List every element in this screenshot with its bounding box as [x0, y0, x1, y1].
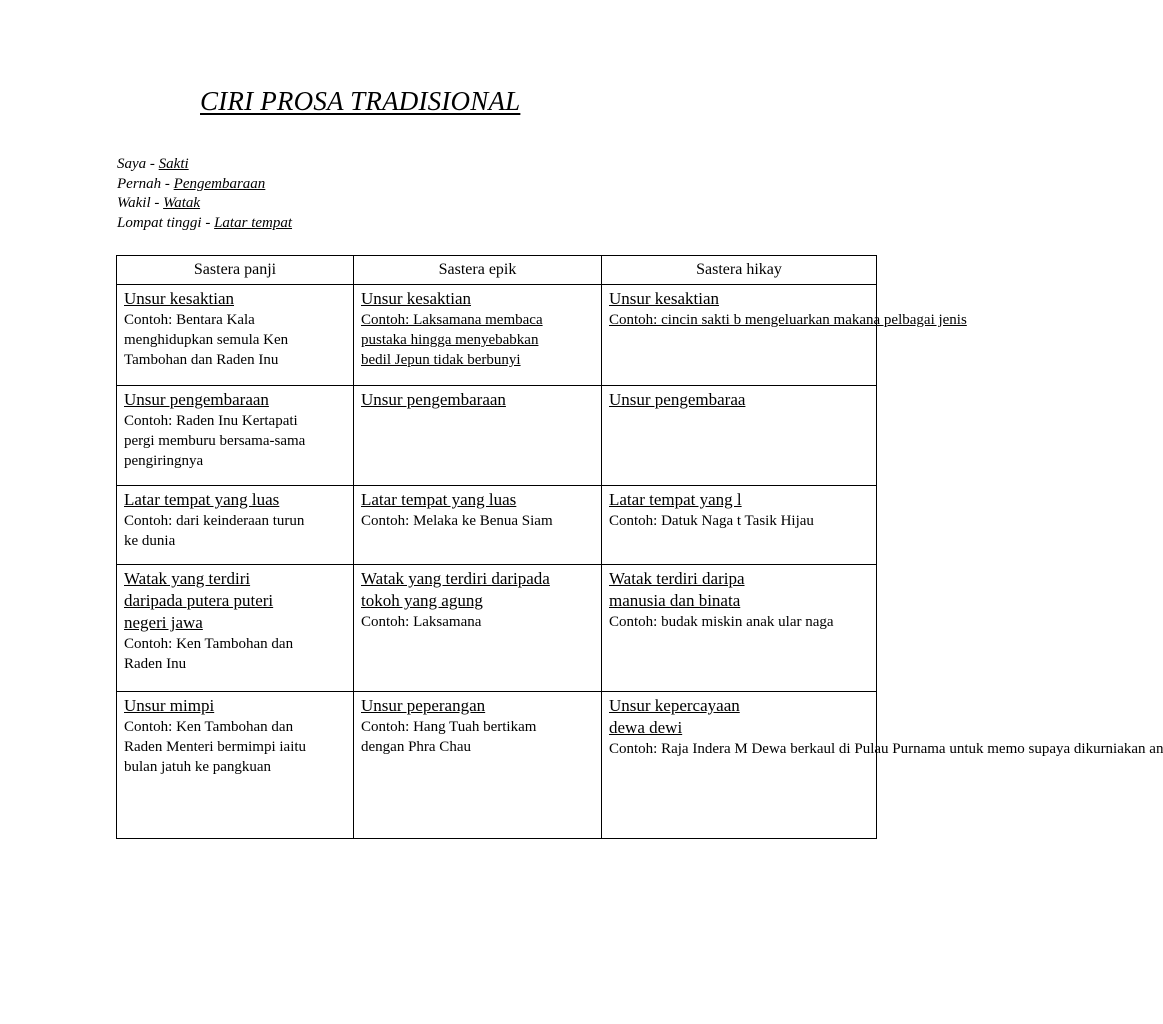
cell-example: Contoh: Raja Indera M Dewa berkaul di Pulau Purnama untuk memo supaya dikurniakan an: [609, 741, 1163, 757]
table-row: [117, 692, 877, 839]
column-header: Sastera hikay: [602, 256, 877, 285]
table-cell: [117, 386, 354, 486]
mnemonic-key: Saya -: [117, 156, 159, 172]
table-cell: [117, 486, 354, 565]
cell-example: Contoh: Hang Tuah bertikam dengan Phra Chau: [361, 719, 537, 755]
cell-heading: Watak yang terdiri daripada putera puteri negeri jawa: [124, 569, 274, 632]
cell-heading: Unsur mimpi: [124, 696, 215, 715]
cell-example: Contoh: dari keinderaan turun ke dunia: [124, 513, 305, 549]
cell-example: Contoh: Ken Tambohan dan Raden Menteri bermimpi iaitu bulan jatuh ke pangkuan: [124, 719, 307, 775]
cell-heading: Latar tempat yang l: [609, 490, 742, 509]
cell-heading: Watak terdiri daripa manusia dan binata: [609, 569, 745, 610]
table-cell: [602, 565, 877, 692]
table-row: [117, 486, 877, 565]
mnemonic-value: Watak: [163, 195, 201, 211]
table-cell: [117, 565, 354, 692]
table-cell: [354, 386, 602, 486]
column-header: Sastera epik: [354, 256, 602, 285]
table-cell: [354, 565, 602, 692]
mnemonic-key: Lompat tinggi -: [117, 214, 215, 231]
table-header-row: [117, 256, 877, 285]
cell-example: Contoh: Bentara Kala menghidupkan semula Ken Tambohan dan Raden Inu: [124, 312, 289, 368]
table-row: [117, 565, 877, 692]
table-row: [117, 386, 877, 486]
mnemonic-item: [117, 155, 292, 175]
mnemonic-key: Wakil -: [117, 195, 164, 211]
cell-example: Contoh: Melaka ke Benua Siam: [361, 513, 553, 529]
table-cell: [354, 486, 602, 565]
table-cell: [117, 285, 354, 386]
mnemonic-list: [117, 155, 292, 233]
cell-example: Contoh: Ken Tambohan dan Raden Inu: [124, 636, 294, 672]
mnemonic-item: [117, 194, 292, 214]
cell-heading: Unsur pengembaraa: [609, 390, 746, 409]
mnemonic-value: Latar tempat: [214, 214, 293, 231]
cell-heading: Unsur kesaktian: [609, 289, 720, 308]
cell-example: Contoh: Laksamana membaca pustaka hingga menyebabkan bedil Jepun tidak berbunyi: [361, 312, 543, 368]
table-cell: [602, 692, 1163, 839]
cell-example: Contoh: Datuk Naga t Tasik Hijau: [609, 513, 814, 529]
table-cell: [117, 692, 354, 839]
cell-heading: Unsur pengembaraan: [361, 390, 506, 409]
table-row: [117, 285, 877, 386]
cell-example: Contoh: Laksamana: [361, 614, 482, 630]
cell-heading: Unsur peperangan: [361, 696, 486, 715]
table-cell: [602, 285, 967, 386]
mnemonic-key: Pernah -: [117, 175, 174, 192]
mnemonic-value: Pengembaraan: [173, 175, 266, 192]
mnemonic-item: [117, 175, 292, 195]
mnemonic-item: [117, 214, 292, 234]
cell-heading: Latar tempat yang luas: [124, 490, 280, 509]
comparison-table: [116, 255, 1163, 839]
cell-heading: Latar tempat yang luas: [361, 490, 517, 509]
cell-example: Contoh: Raden Inu Kertapati pergi memburu bersama-sama pengiringnya: [124, 413, 306, 469]
table-cell: [354, 285, 602, 386]
column-header: Sastera panji: [117, 256, 354, 285]
cell-heading: Unsur pengembaraan: [124, 390, 269, 409]
comparison-table-container: [116, 255, 1163, 849]
cell-heading: Unsur kepercayaan dewa dewi: [609, 696, 740, 737]
cell-heading: Unsur kesaktian: [361, 289, 472, 308]
mnemonic-value: Sakti: [158, 156, 189, 172]
cell-heading: Unsur kesaktian: [124, 289, 235, 308]
table-cell: [354, 692, 602, 839]
cell-example: Contoh: budak miskin anak ular naga: [609, 614, 834, 630]
cell-heading: Watak yang terdiri daripada tokoh yang agung: [361, 569, 550, 610]
document-title: CIRI PROSA TRADISIONAL: [200, 86, 521, 116]
table-cell: [602, 486, 877, 565]
table-cell: [602, 386, 877, 486]
cell-example: Contoh: cincin sakti b mengeluarkan makana pelbagai jenis: [609, 312, 967, 328]
